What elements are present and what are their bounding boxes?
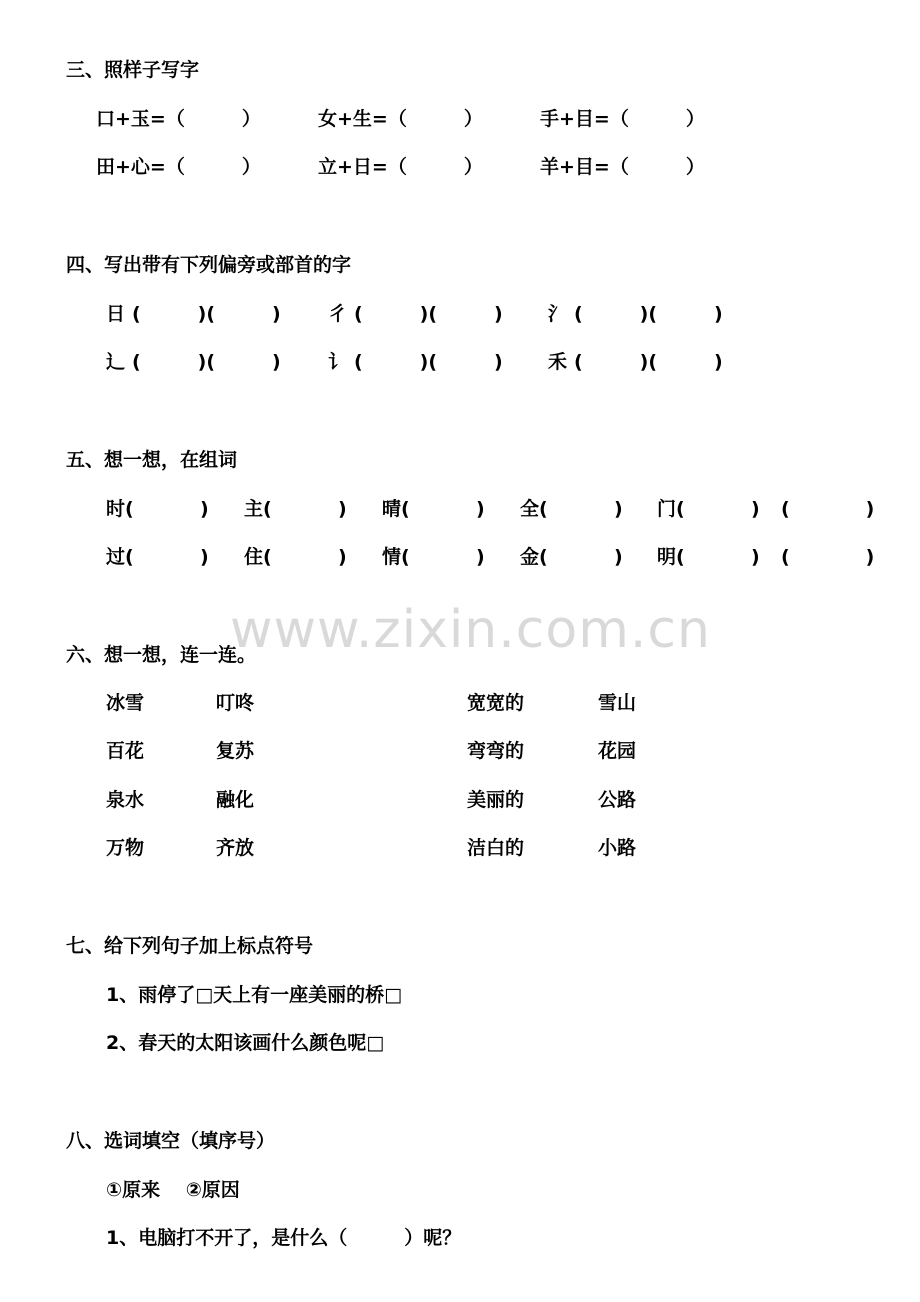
section-5-title: 五、想一想，在组词 xyxy=(66,449,238,471)
word-prompt: 住( xyxy=(244,546,272,568)
punctuation-sentence-2: 2、春天的太阳该画什么颜色呢□ xyxy=(106,1032,385,1054)
punctuation-sentence-1: 1、雨停了□天上有一座美丽的桥□ xyxy=(106,984,403,1006)
compose-item-5: 立+日=（ ） xyxy=(318,156,483,178)
word-extra-blank: ( ) xyxy=(781,546,875,568)
compose-item-1: 口+玉=（ ） xyxy=(96,108,261,130)
word-close: ) xyxy=(614,546,623,568)
match-right-b: 雪山 xyxy=(598,692,637,714)
match-left-b: 叮咚 xyxy=(216,692,255,714)
compose-item-3: 手+目=（ ） xyxy=(540,108,705,130)
word-extra-blank: ( ) xyxy=(781,498,875,520)
match-right-b: 公路 xyxy=(598,789,637,811)
word-prompt: 门( xyxy=(657,498,685,520)
match-right-a: 洁白的 xyxy=(467,837,525,859)
word-prompt: 全( xyxy=(520,498,548,520)
radical-blank: ( )( ) xyxy=(574,351,723,373)
radical-1: 日 xyxy=(106,303,126,325)
match-left-b: 融化 xyxy=(216,789,255,811)
word-close: ) xyxy=(614,498,623,520)
match-left-a: 万物 xyxy=(106,837,145,859)
match-left-a: 百花 xyxy=(106,740,145,762)
compose-item-4: 田+心=（ ） xyxy=(96,156,261,178)
radical-blank: ( )( ) xyxy=(354,351,503,373)
word-prompt: 晴( xyxy=(382,498,410,520)
word-close: ) xyxy=(200,546,209,568)
word-prompt: 明( xyxy=(657,546,685,568)
word-prompt: 金( xyxy=(520,546,548,568)
word-options: ①原来 ②原因 xyxy=(106,1179,240,1201)
word-close: ) xyxy=(751,498,760,520)
section-3-title: 三、照样子写字 xyxy=(66,59,200,81)
word-close: ) xyxy=(338,498,347,520)
match-right-a: 宽宽的 xyxy=(467,692,525,714)
radical-2: 彳 xyxy=(328,303,348,325)
fill-question-1: 1、电脑打不开了，是什么（ ）呢？ xyxy=(106,1227,462,1249)
section-6-title: 六、想一想，连一连。 xyxy=(66,644,257,666)
word-prompt: 情( xyxy=(382,546,410,568)
word-close: ) xyxy=(476,498,485,520)
radical-blank: ( )( ) xyxy=(574,303,723,325)
radical-blank: ( )( ) xyxy=(132,351,281,373)
compose-item-2: 女+生=（ ） xyxy=(318,108,483,130)
word-close: ) xyxy=(338,546,347,568)
match-right-a: 美丽的 xyxy=(467,789,525,811)
radical-blank: ( )( ) xyxy=(354,303,503,325)
word-close: ) xyxy=(200,498,209,520)
word-prompt: 时( xyxy=(106,498,134,520)
word-prompt: 主( xyxy=(244,498,272,520)
radical-3: 氵 xyxy=(548,303,568,325)
radical-4: 辶 xyxy=(106,351,126,373)
word-close: ) xyxy=(476,546,485,568)
match-left-b: 复苏 xyxy=(216,740,255,762)
match-right-b: 花园 xyxy=(598,740,637,762)
compose-item-6: 羊+目=（ ） xyxy=(540,156,705,178)
match-left-a: 泉水 xyxy=(106,789,145,811)
section-4-title: 四、写出带有下列偏旁或部首的字 xyxy=(66,254,352,276)
match-right-b: 小路 xyxy=(598,837,637,859)
word-close: ) xyxy=(751,546,760,568)
watermark: www.zixin.com.cn xyxy=(230,600,711,660)
radical-5: 讠 xyxy=(328,351,348,373)
radical-6: 禾 xyxy=(548,351,568,373)
word-prompt: 过( xyxy=(106,546,134,568)
match-left-b: 齐放 xyxy=(216,837,255,859)
match-right-a: 弯弯的 xyxy=(467,740,525,762)
section-8-title: 八、选词填空（填序号） xyxy=(66,1130,276,1152)
radical-blank: ( )( ) xyxy=(132,303,281,325)
match-left-a: 冰雪 xyxy=(106,692,145,714)
section-7-title: 七、给下列句子加上标点符号 xyxy=(66,935,314,957)
